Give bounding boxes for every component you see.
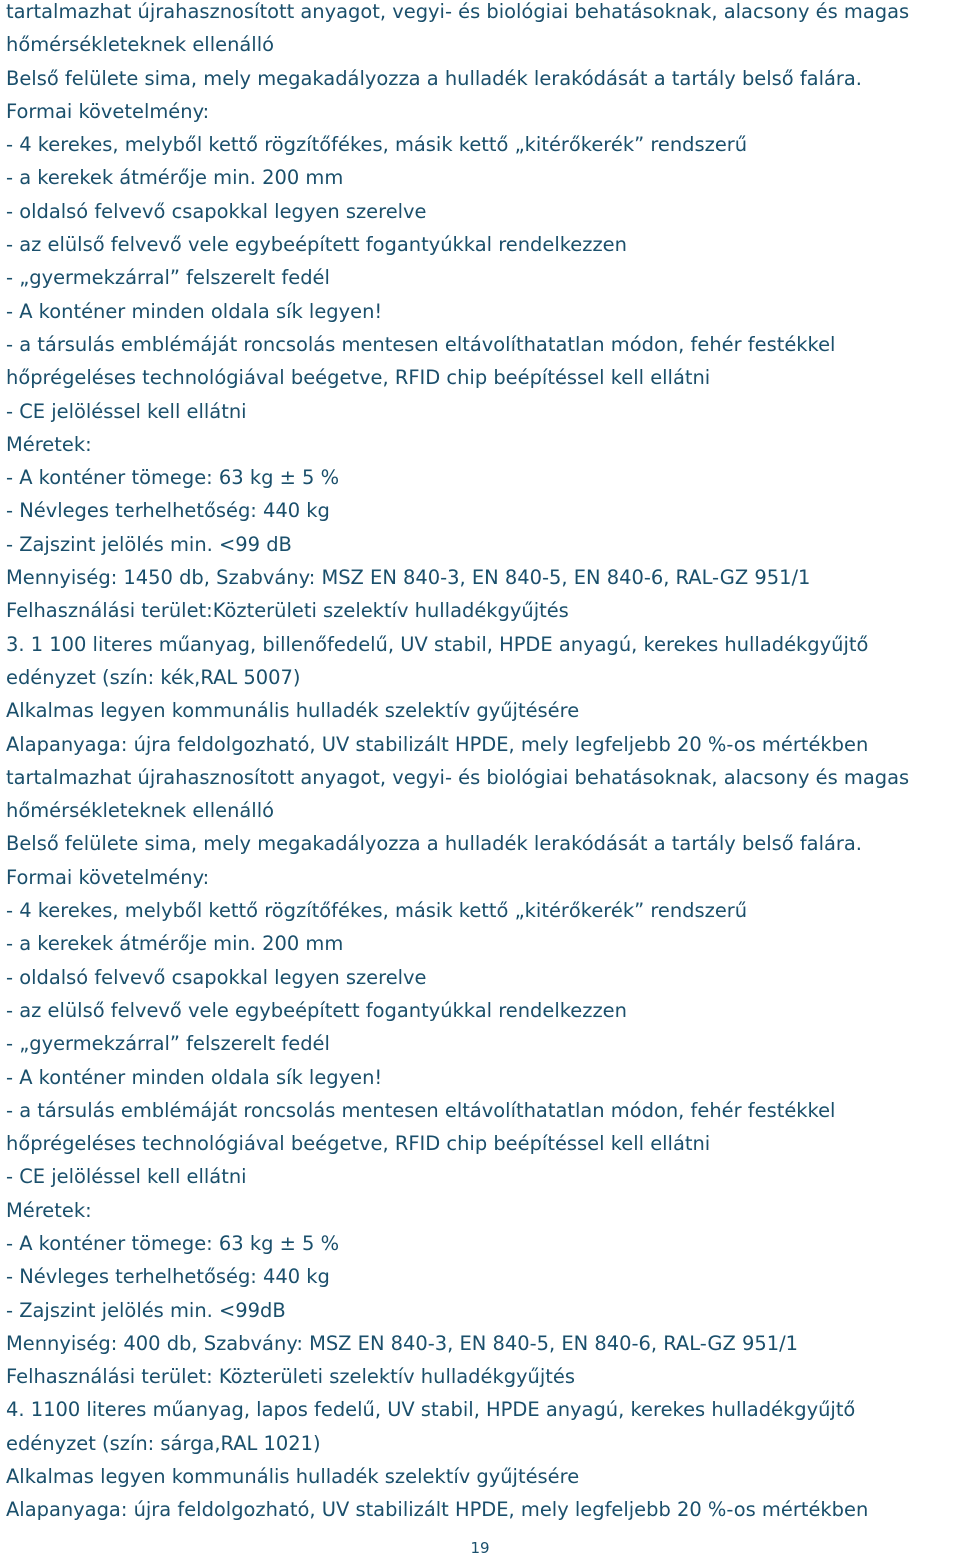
text-line: Alkalmas legyen kommunális hulladék szelektív gyűjtésére — [6, 699, 580, 723]
list-item: - oldalsó felvevő csapokkal legyen szerelve — [6, 199, 427, 223]
text-line: hőmérsékleteknek ellenálló — [6, 799, 274, 823]
list-item: - A konténer minden oldala sík legyen! — [6, 299, 383, 323]
document-page — [6, 0, 956, 1527]
list-item: - A konténer tömege: 63 kg ± 5 % — [6, 1231, 340, 1255]
item-heading: 4. 1100 literes műanyag, lapos fedelű, UV stabil, HPDE anyagú, kerekes hulladékgyűjtő — [6, 1398, 856, 1422]
text-line: hőprégeléses technológiával beégetve, RFID chip beépítéssel kell ellátni — [6, 366, 711, 390]
text-line: Alkalmas legyen kommunális hulladék szelektív gyűjtésére — [6, 1465, 580, 1489]
list-item: - a társulás emblémáját roncsolás mentesen eltávolíthatatlan módon, fehér festékkel — [6, 1098, 836, 1122]
text-line: Alapanyaga: újra feldolgozható, UV stabilizált HPDE, mely legfeljebb 20 %-os mértékben — [6, 732, 869, 756]
list-item: - A konténer tömege: 63 kg ± 5 % — [6, 466, 340, 490]
text-line: Felhasználási terület: Közterületi szelektív hulladékgyűjtés — [6, 1365, 575, 1389]
text-line: Felhasználási terület:Közterületi szelektív hulladékgyűjtés — [6, 599, 569, 623]
list-item: - 4 kerekes, melyből kettő rögzítőfékes, másik kettő „kitérőkerék” rendszerű — [6, 899, 748, 923]
text-line: hőprégeléses technológiával beégetve, RFID chip beépítéssel kell ellátni — [6, 1132, 711, 1156]
section-heading: Formai követelmény: — [6, 865, 210, 889]
page-number: 19 — [470, 1539, 490, 1557]
text-line: Mennyiség: 400 db, Szabvány: MSZ EN 840-3, EN 840-5, EN 840-6, RAL-GZ 951/1 — [6, 1331, 798, 1355]
list-item: - CE jelöléssel kell ellátni — [6, 399, 247, 423]
text-line: tartalmazhat újrahasznosított anyagot, vegyi- és biológiai behatásoknak, alacsony és magas — [6, 0, 910, 23]
section-heading: Méretek: — [6, 432, 92, 456]
text-line: tartalmazhat újrahasznosított anyagot, vegyi- és biológiai behatásoknak, alacsony és magas — [6, 765, 910, 789]
section-heading: Méretek: — [6, 1198, 92, 1222]
list-item: - a kerekek átmérője min. 200 mm — [6, 166, 344, 190]
list-item: - 4 kerekes, melyből kettő rögzítőfékes, másik kettő „kitérőkerék” rendszerű — [6, 133, 748, 157]
list-item: - Zajszint jelölés min. <99dB — [6, 1298, 286, 1322]
list-item: - CE jelöléssel kell ellátni — [6, 1165, 247, 1189]
list-item: - A konténer minden oldala sík legyen! — [6, 1065, 383, 1089]
text-line: Alapanyaga: újra feldolgozható, UV stabilizált HPDE, mely legfeljebb 20 %-os mértékben — [6, 1498, 869, 1522]
list-item: - „gyermekzárral” felszerelt fedél — [6, 1032, 330, 1056]
text-line: edényzet (szín: kék,RAL 5007) — [6, 665, 301, 689]
text-line: Belső felülete sima, mely megakadályozza a hulladék lerakódását a tartály belső falára. — [6, 832, 862, 856]
item-heading: 3. 1 100 literes műanyag, billenőfedelű, UV stabil, HPDE anyagú, kerekes hulladékgyűjtő — [6, 632, 869, 656]
text-line: Belső felülete sima, mely megakadályozza a hulladék lerakódását a tartály belső falára. — [6, 66, 862, 90]
list-item: - a kerekek átmérője min. 200 mm — [6, 932, 344, 956]
list-item: - Névleges terhelhetőség: 440 kg — [6, 1265, 330, 1289]
list-item: - „gyermekzárral” felszerelt fedél — [6, 266, 330, 290]
list-item: - Névleges terhelhetőség: 440 kg — [6, 499, 330, 523]
list-item: - az elülső felvevő vele egybeépített fogantyúkkal rendelkezzen — [6, 998, 627, 1022]
list-item: - az elülső felvevő vele egybeépített fogantyúkkal rendelkezzen — [6, 233, 627, 257]
list-item: - oldalsó felvevő csapokkal legyen szerelve — [6, 965, 427, 989]
text-line: hőmérsékleteknek ellenálló — [6, 33, 274, 57]
list-item: - a társulás emblémáját roncsolás mentesen eltávolíthatatlan módon, fehér festékkel — [6, 332, 836, 356]
text-line: Mennyiség: 1450 db, Szabvány: MSZ EN 840-3, EN 840-5, EN 840-6, RAL-GZ 951/1 — [6, 566, 811, 590]
text-line: edényzet (szín: sárga,RAL 1021) — [6, 1431, 321, 1455]
section-heading: Formai követelmény: — [6, 99, 210, 123]
list-item: - Zajszint jelölés min. <99 dB — [6, 532, 292, 556]
